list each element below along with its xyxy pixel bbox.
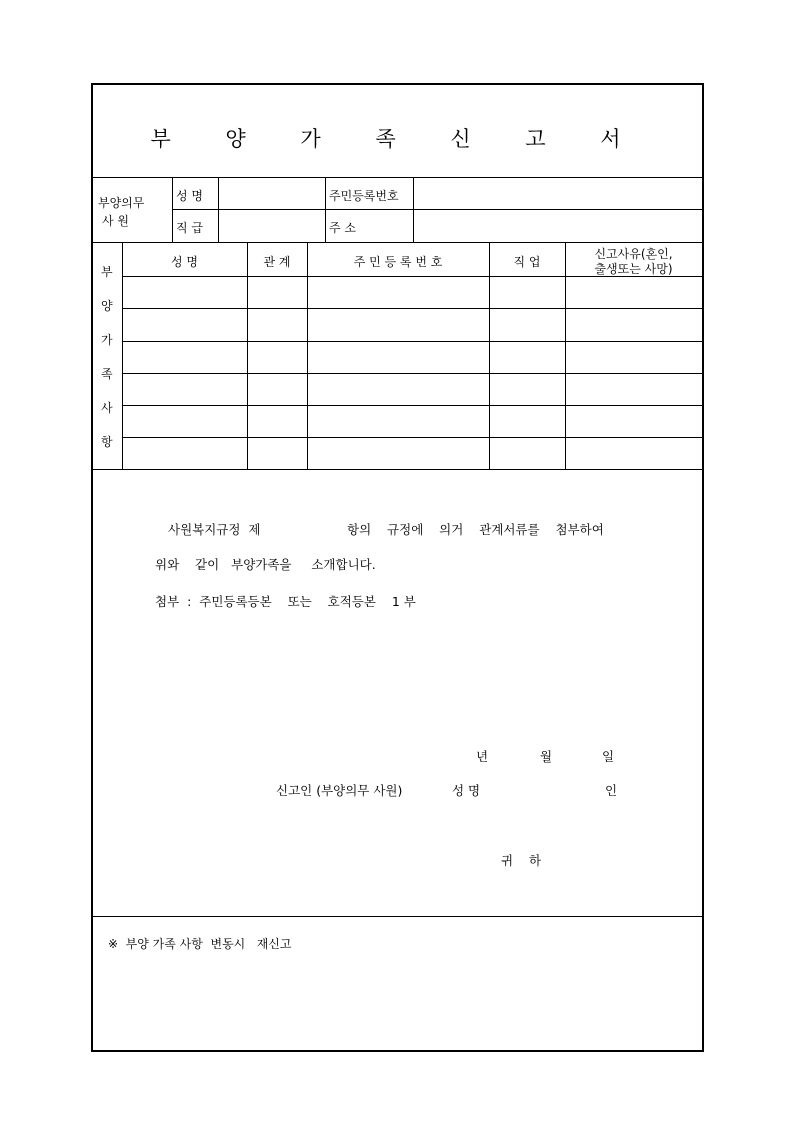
divider [325, 177, 326, 242]
employee-address-label: 주 소 [329, 221, 356, 235]
seal-mark: 인 [605, 783, 618, 798]
col-header-relation: 관 계 [263, 255, 291, 269]
col-header-reason: 신고사유(혼인, [594, 247, 673, 261]
dependents-section-label-char: 족 [101, 367, 113, 381]
recipient: 귀 하 [501, 853, 542, 868]
divider [122, 308, 702, 309]
attachment-line: 첨부 : 주민등록등본 또는 호적등본 1 부 [155, 594, 416, 609]
divider [489, 242, 490, 469]
divider [307, 242, 308, 469]
reporter-label: 신고인 (부양의무 사원) [276, 783, 403, 798]
divider [93, 242, 702, 243]
divider [93, 916, 702, 917]
employee-rank-label: 직 급 [176, 221, 203, 235]
dependents-section-label-char: 가 [101, 333, 113, 347]
dependents-section-label-char: 항 [101, 435, 113, 449]
divider [93, 469, 702, 470]
employee-section-label: 부양의무 [98, 196, 145, 210]
col-header-rrn: 주 민 등 록 번 호 [353, 255, 443, 269]
date-day: 일 [602, 749, 615, 764]
dependents-section-label-char: 부 [101, 265, 113, 279]
divider [122, 373, 702, 374]
date-month: 월 [540, 749, 553, 764]
employee-section-label: 사 원 [102, 214, 129, 228]
form-title: 부 양 가 족 신 고 서 [150, 127, 645, 151]
employee-name-label: 성 명 [176, 189, 203, 203]
col-header-name: 성 명 [171, 255, 198, 269]
declaration-line1-a: 사원복지규정 제 [168, 522, 261, 537]
divider [247, 242, 248, 469]
divider [122, 437, 702, 438]
divider [172, 209, 702, 210]
divider [122, 341, 702, 342]
dependents-section-label-char: 양 [101, 299, 113, 313]
col-header-job: 직 업 [513, 255, 541, 269]
declaration-line1-b: 항의 규정에 의거 관계서류를 첨부하여 [347, 522, 604, 537]
col-header-reason: 출생또는 사망) [594, 262, 673, 276]
employee-rrn-label: 주민등록번호 [329, 189, 399, 203]
divider [122, 242, 123, 469]
dependents-section-label-char: 사 [101, 401, 113, 415]
footer-note: ※ 부양 가족 사항 변동시 재신고 [108, 937, 292, 951]
date-year: 년 [476, 749, 489, 764]
divider [172, 177, 173, 242]
declaration-line2: 위와 같이 부양가족을 소개합니다. [155, 557, 376, 572]
divider [218, 177, 219, 242]
form-frame [91, 83, 704, 1052]
divider [93, 177, 702, 178]
signature-name-label: 성 명 [452, 783, 481, 798]
divider [413, 177, 414, 242]
divider [122, 405, 702, 406]
